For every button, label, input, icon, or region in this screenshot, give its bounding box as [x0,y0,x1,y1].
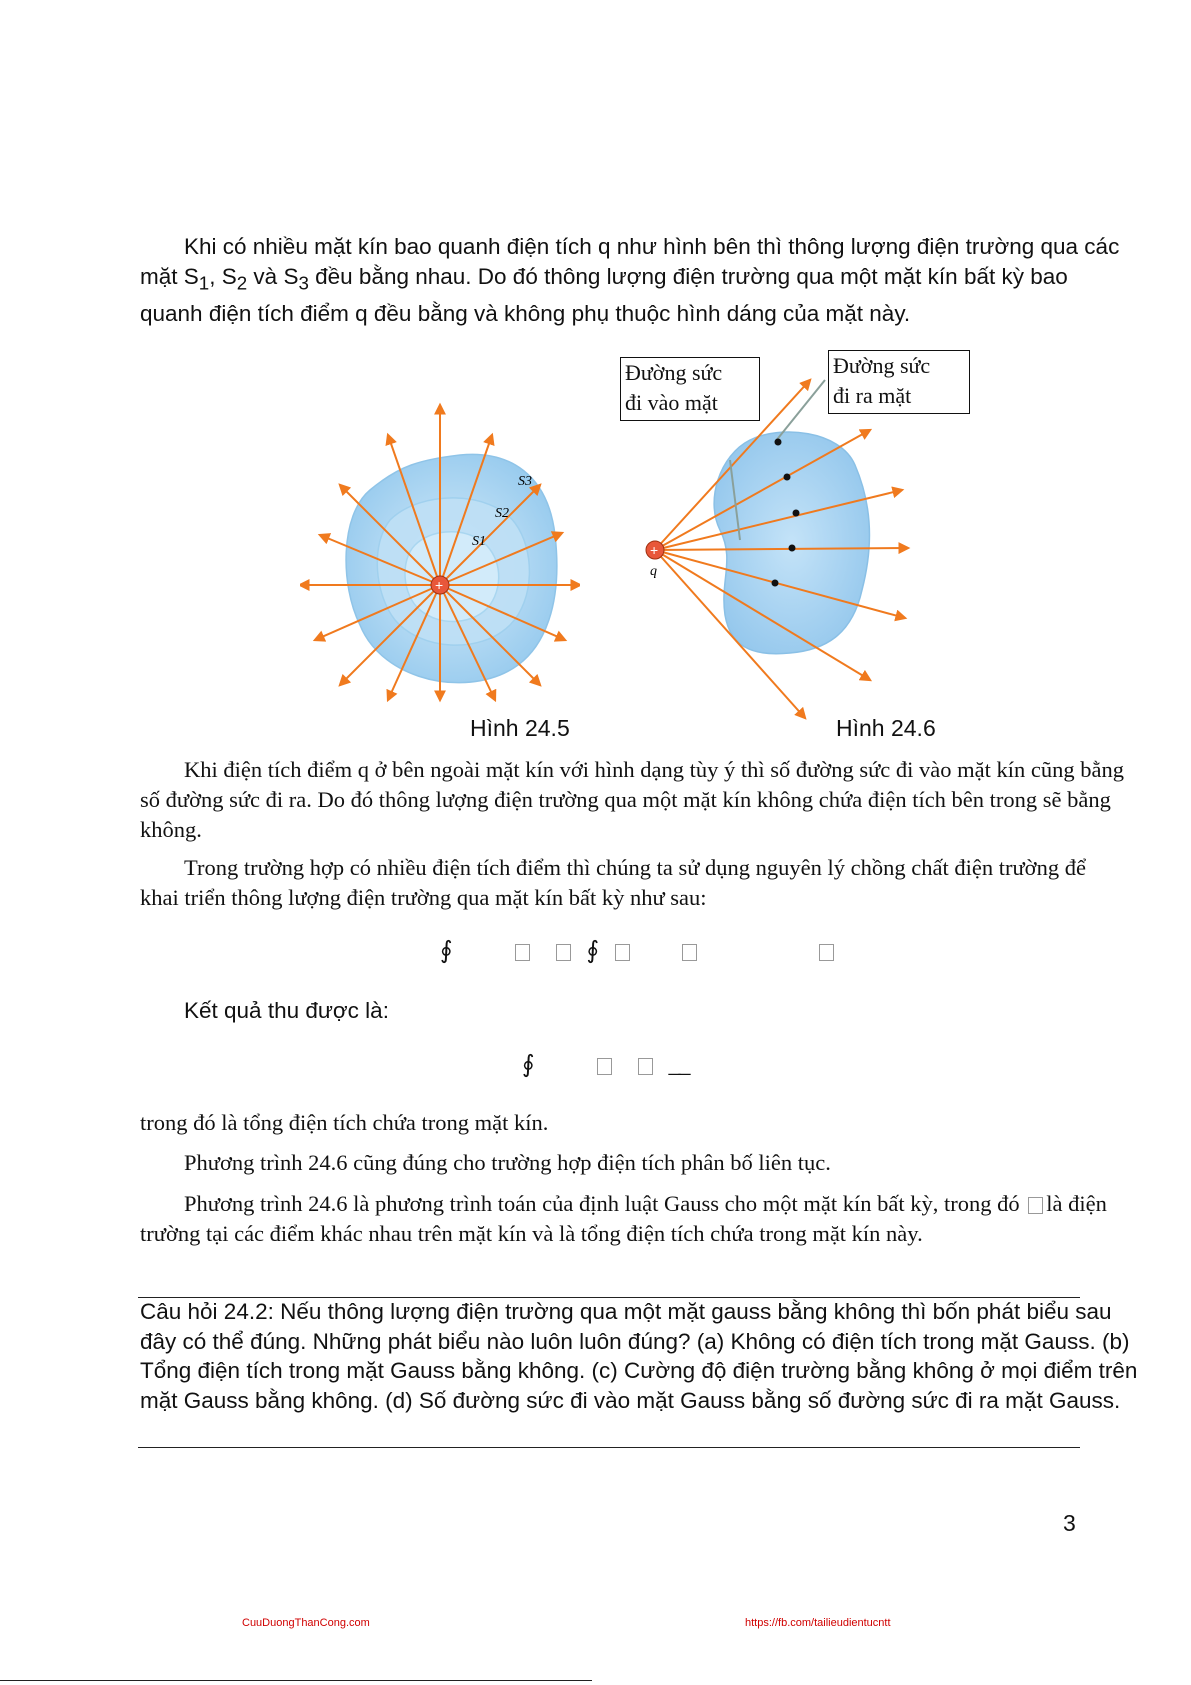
missing-glyph [819,944,834,961]
missing-glyph [515,944,530,961]
integral-symbol: ∮ [586,938,600,964]
svg-text:+: + [650,542,659,558]
label-s2: S2 [495,506,509,521]
footer-rule [0,1680,592,1681]
equation-gauss-law [522,1050,689,1079]
missing-glyph [682,944,697,961]
label-s1: S1 [472,534,486,549]
fraction-bar: __ [668,1052,689,1078]
missing-glyph [638,1058,653,1075]
footer-right-watermark: https://fb.com/tailieudientucntt [745,1617,891,1629]
figure-24-5 [300,355,580,715]
callout-field-lines-in: Đường sức đi vào mặt [620,357,760,421]
closed-surface [714,432,869,654]
missing-glyph [615,944,630,961]
callout-field-lines-out: Đường sức đi ra mặt [828,350,970,414]
footer-left-watermark: CuuDuongThanCong.com [242,1617,370,1629]
label-s3: S3 [518,474,532,489]
missing-glyph [597,1058,612,1075]
missing-glyph [1028,1197,1043,1214]
figure-24-6 [630,370,920,730]
integral-symbol: ∮ [522,1052,535,1078]
missing-glyph [556,944,571,961]
question-bottom-rule [138,1447,1080,1448]
question-24-2: Câu hỏi 24.2: Nếu thông lượng điện trường qua một mặt gauss bằng không thì bốn phát biểu sau đây có thể đúng. Những phát biểu nào luôn luôn đúng? (a) Không có điện tích trong mặt Gauss. (b) Tổng điện tích trong mặt Gauss bằng không. (c) Cường độ điện trường bằng không ở mọi điểm trên mặt Gauss bằng không. (d) Số đường sức đi vào mặt Gauss bằng số đường sức đi ra mặt Gauss. [140,1299,1138,1413]
caption-figure-24-6: Hình 24.6 [836,715,936,741]
charge-label: q [650,564,657,579]
integral-symbol: ∮ [440,938,453,964]
paragraph-result: Kết quả thu được là: [184,998,389,1023]
paragraph-flux-surfaces: Khi có nhiều mặt kín bao quanh điện tích q như hình bên thì thông lượng điện trường qua các mặt $S_1$, $S_2$ và $S_3$ đều bằng nhau. Do đó thông lượng điện trường qua một mặt kín bất kỳ bao quanh điện tích điểm q đều bằng và không phụ thuộc hình dáng của mặt này. [140,234,1120,326]
paragraph-external-charge: Khi điện tích điểm q ở bên ngoài mặt kín với hình dạng tùy ý thì số đường sức đi vào mặt kín cũng bằng số đường sức đi ra. Do đó thông lượng điện trường qua một mặt kín không chứa điện tích bên trong sẽ bằng không. [140,757,1124,842]
paragraph-superposition: Trong trường hợp có nhiều điện tích điểm thì chúng ta sử dụng nguyên lý chồng chất điện trường để khai triển thông lượng điện trường qua mặt kín bất kỳ như sau: [140,855,1086,910]
paragraph-enclosed-charge: trong đó là tổng điện tích chứa trong mặt kín. [140,1110,549,1135]
paragraph-continuous-distribution: Phương trình 24.6 cũng đúng cho trường hợp điện tích phân bố liên tục. [184,1150,831,1175]
caption-figure-24-5: Hình 24.5 [470,715,570,741]
paragraph-gauss-law-statement: Phương trình 24.6 là phương trình toán của định luật Gauss cho một mặt kín bất kỳ, trong đó là điện trường tại các điểm khác nhau trên mặt kín và là tổng điện tích chứa trong mặt kín này. [140,1191,1107,1246]
svg-text:+: + [435,577,444,593]
page-number: 3 [1063,1510,1076,1536]
equation-superposition-flux [440,936,844,965]
